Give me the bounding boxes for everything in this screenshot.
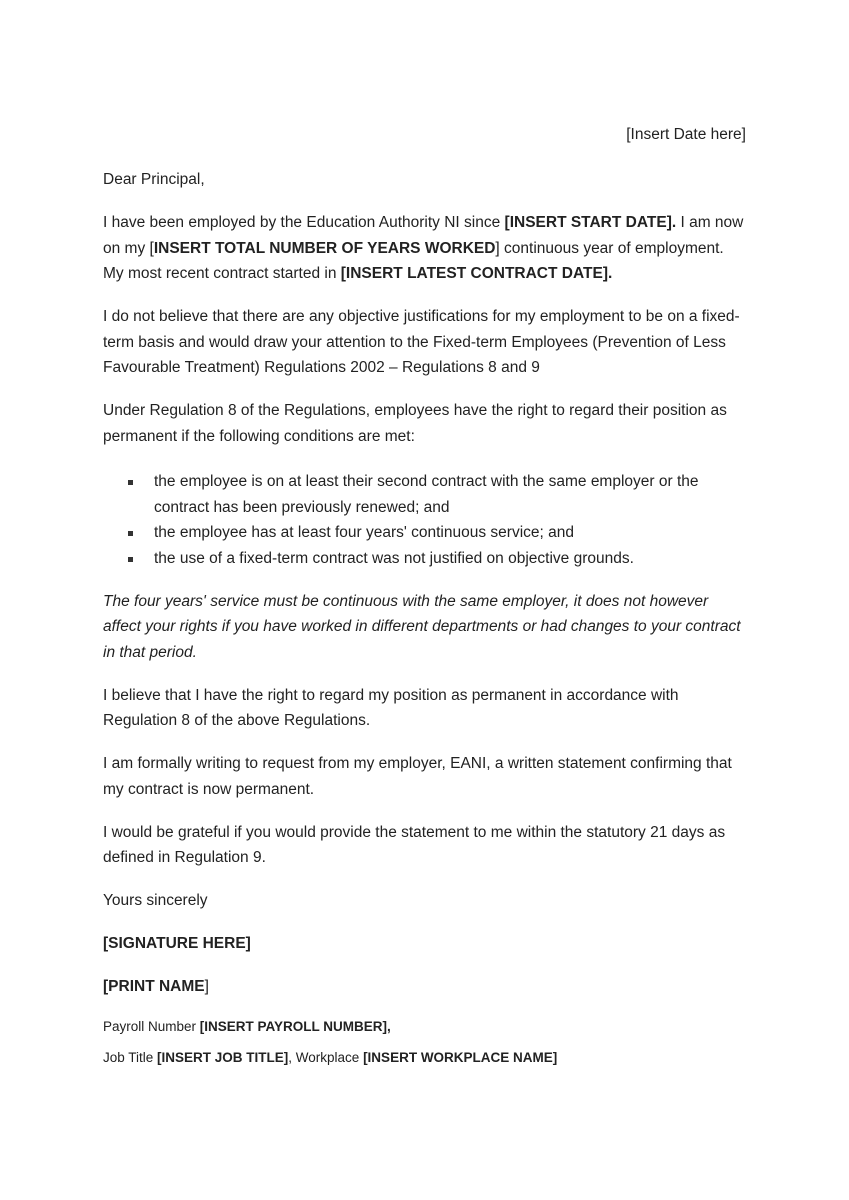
paragraph-request: I am formally writing to request from my employer, EANI, a written statement confirming that my contract is now permanent.	[103, 755, 732, 798]
years-worked-placeholder: INSERT TOTAL NUMBER OF YEARS WORKED	[153, 239, 496, 257]
condition-item	[103, 546, 746, 572]
paragraph-belief: I believe that I have the right to regard my position as permanent in accordance with Regulation 8 of the above Regulations.	[103, 686, 679, 729]
print-name-bracket: ]	[204, 978, 209, 995]
condition-text: the employee is on at least their second contract with the same employer or the contract has been previously renewed; and	[154, 473, 699, 516]
paragraph-service-note: The four years' service must be continuous with the same employer, it does not however affect your rights if you have worked in different departments or had changes to your contract in that period.	[103, 592, 741, 661]
letter-date: [Insert Date here]	[626, 126, 746, 143]
bullet-icon	[128, 480, 133, 485]
job-line	[103, 1048, 746, 1068]
workplace-placeholder: [INSERT WORKPLACE NAME]	[363, 1050, 558, 1065]
condition-item	[103, 469, 746, 520]
payroll-placeholder: [INSERT PAYROLL NUMBER],	[199, 1019, 391, 1034]
condition-text: the employee has at least four years' continuous service; and	[154, 524, 574, 541]
salutation: Dear Principal,	[103, 171, 205, 188]
employment-text-c: I am now on my [	[103, 214, 744, 257]
paragraph-regulation-8: Under Regulation 8 of the Regulations, employees have the right to regard their position as permanent if the following conditions are met:	[103, 402, 727, 445]
conditions-list	[103, 469, 746, 571]
letter-body	[103, 167, 746, 1079]
employment-text-a: I have been employed by the Education Authority NI since	[103, 214, 505, 231]
paragraph-statutory: I would be grateful if you would provide the statement to me within the statutory 21 days as defined in Regulation 9.	[103, 823, 726, 866]
print-name-placeholder: [PRINT NAME	[103, 978, 205, 995]
bullet-icon	[128, 557, 133, 562]
closing: Yours sincerely	[103, 892, 208, 909]
workplace-label: , Workplace	[288, 1050, 364, 1065]
employment-text-e: ] continuous year of employment. My most recent contract started in	[103, 239, 724, 282]
bullet-icon	[128, 531, 133, 536]
condition-text: the use of a fixed-term contract was not justified on objective grounds.	[154, 549, 634, 567]
job-title-label: Job Title	[103, 1050, 158, 1065]
payroll-line	[103, 1017, 746, 1037]
paragraph-justification: I do not believe that there are any objective justifications for my employment to be on a fixed-term basis and would draw your attention to the Fixed-term Employees (Prevention of Less Favourable Treatment) Regulations 2002 – Regulations 8 and 9	[103, 308, 740, 376]
latest-contract-placeholder: [INSERT LATEST CONTRACT DATE].	[340, 265, 613, 282]
print-name-line	[103, 974, 746, 1000]
signature-placeholder: [SIGNATURE HERE]	[103, 935, 251, 952]
job-title-placeholder: [INSERT JOB TITLE]	[157, 1050, 289, 1065]
condition-item	[103, 520, 746, 546]
start-date-placeholder: [INSERT START DATE].	[504, 214, 677, 231]
paragraph-employment	[103, 210, 746, 287]
payroll-label: Payroll Number	[103, 1019, 200, 1034]
